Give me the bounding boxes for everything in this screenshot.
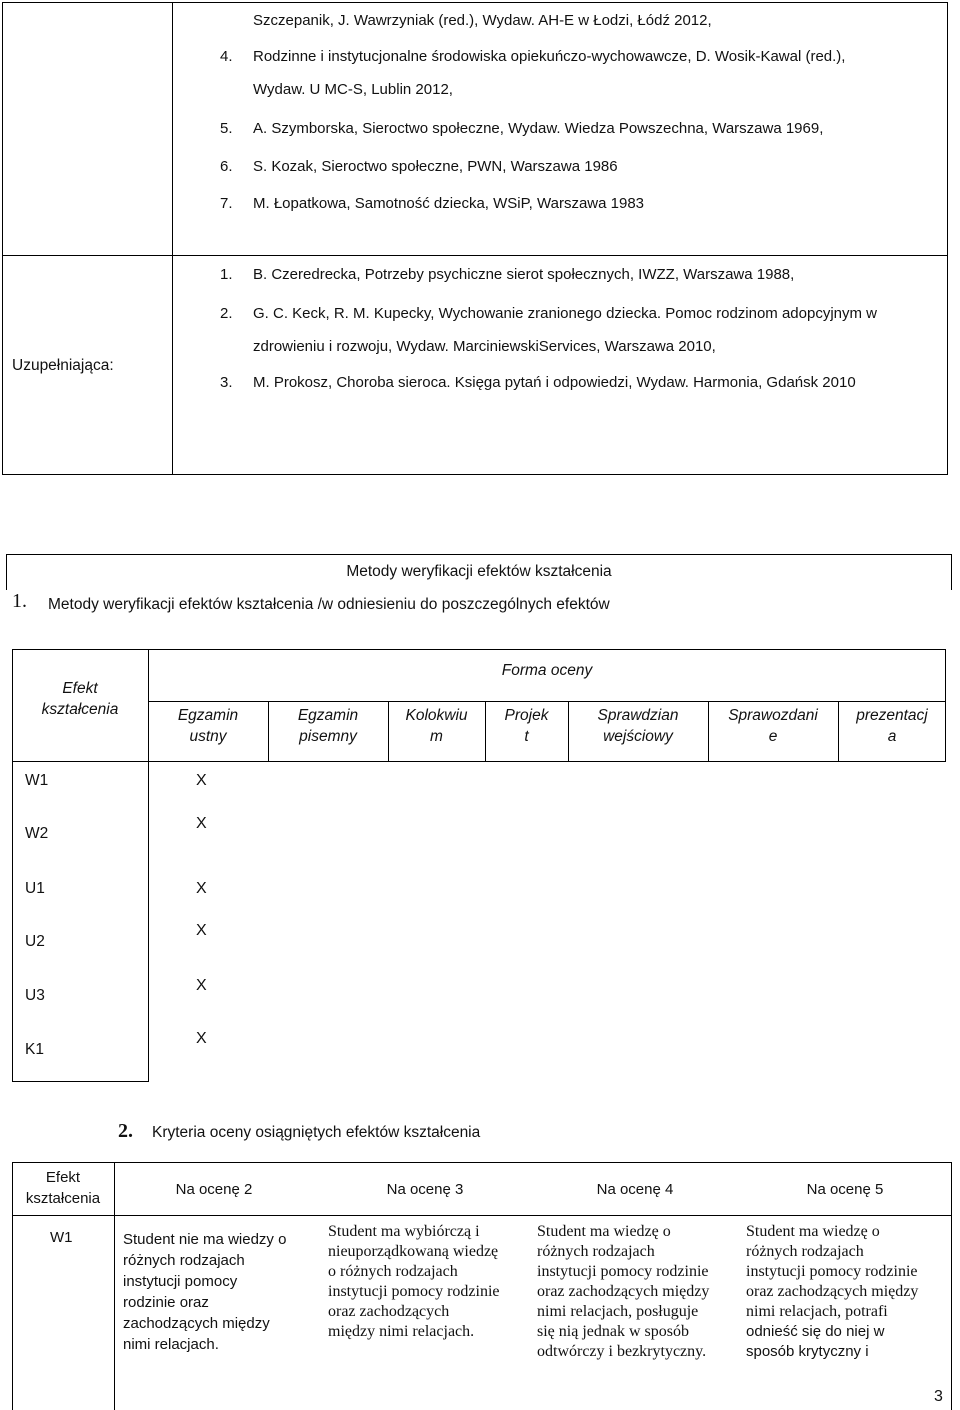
mt-row-label: W1: [25, 772, 49, 789]
mt-col-header: [268, 705, 388, 747]
mt-row-label: U1: [25, 880, 45, 897]
mt-effect-header-line: kształcenia: [41, 701, 119, 718]
ct-text-line: Student ma wybiórczą i: [328, 1223, 480, 1240]
bib-item-text: zdrowieniu i rozwoju, Wydaw. MarciniewskiServices, Warszawa 2010,: [253, 338, 716, 355]
mt-row-mark: X: [196, 815, 207, 832]
ct-grade3-text: [328, 1222, 500, 1342]
mt-row-mark: X: [196, 922, 207, 939]
ct-row-label: W1: [50, 1229, 73, 1246]
lit-right-border: [947, 2, 948, 475]
ct-border: [951, 1162, 952, 1410]
ct-text-line: oraz zachodzących między: [537, 1283, 710, 1300]
bib-item-number: 5.: [220, 120, 233, 137]
mt-col-header-line: Kolokwiu: [405, 707, 468, 724]
mt-row-mark: X: [196, 1030, 207, 1047]
mt-row-label: U3: [25, 987, 45, 1004]
ct-text-line: Student nie ma wiedzy o: [123, 1231, 287, 1248]
mt-effect-header-line: Efekt: [62, 680, 98, 697]
mt-col-header-line: wejściowy: [603, 728, 673, 745]
ct-effect-header-line: Efekt: [45, 1169, 81, 1186]
ct-text-line: Student ma wiedzę o: [746, 1223, 880, 1240]
mt-col-header-line: Egzamin: [297, 707, 359, 724]
bib-item-number: 7.: [220, 195, 233, 212]
ct-text-line: się nią jednak w sposób: [537, 1323, 689, 1340]
ct-text-line: nimi relacjach.: [123, 1336, 219, 1353]
bib-item-text: B. Czeredrecka, Potrzeby psychiczne sierot społecznych, IWZZ, Warszawa 1988,: [253, 266, 795, 283]
mt-border: [12, 761, 946, 762]
mt-col-header: [838, 705, 946, 747]
mt-col-header: [388, 705, 485, 747]
ct-text-line: rodzinie oraz: [123, 1294, 209, 1311]
bib-item-text: S. Kozak, Sieroctwo społeczne, PWN, Warszawa 1986: [253, 158, 618, 175]
page-number: 3: [934, 1388, 943, 1405]
mt-row-label: U2: [25, 933, 45, 950]
lit-col-divider: [172, 2, 173, 475]
ct-text-line: różnych rodzajach: [537, 1243, 655, 1260]
section2-heading: Kryteria oceny osiągniętych efektów kształcenia: [152, 1124, 481, 1141]
ct-grade-header: Na ocenę 2: [175, 1181, 253, 1198]
ct-text-line: nimi relacjach, posługuje: [537, 1303, 699, 1320]
ct-text-line: odnieść się do niej w: [746, 1323, 885, 1340]
section1-number: 1.: [12, 590, 27, 612]
ct-text-line: instytucji pomocy rodzinie: [746, 1263, 918, 1280]
bib-item-text: M. Łopatkowa, Samotność dziecka, WSiP, Warszawa 1983: [253, 195, 645, 212]
mt-col-header-line: ustny: [189, 728, 227, 745]
ct-text-line: zachodzących między: [123, 1315, 270, 1332]
ct-effect-header-line: kształcenia: [25, 1190, 101, 1207]
lit-bottom-border: [2, 474, 948, 475]
mt-row-mark: X: [196, 772, 207, 789]
ct-text-line: nimi relacjach, potrafi: [746, 1303, 888, 1320]
mt-col-header-line: Sprawozdani: [728, 707, 818, 724]
ct-text-line: Student ma wiedzę o: [537, 1223, 671, 1240]
ct-border: [12, 1162, 952, 1163]
section1-box-title: Metody weryfikacji efektów kształcenia: [346, 563, 612, 580]
mt-col-header-line: Egzamin: [177, 707, 239, 724]
mt-col-header-line: m: [430, 728, 443, 745]
bib-item-number: 3.: [220, 374, 233, 391]
ct-text-line: odtwórczy i bezkrytyczny.: [537, 1343, 707, 1360]
ct-grade-header: Na ocenę 5: [806, 1181, 884, 1198]
section1-heading: Metody weryfikacji efektów kształcenia /w odniesieniu do poszczególnych efektów: [48, 596, 610, 613]
mt-col-header-line: pisemny: [299, 728, 357, 745]
ct-text-line: oraz zachodzących między: [746, 1283, 919, 1300]
mt-effect-header: [12, 678, 148, 720]
mt-col-header-line: a: [887, 728, 897, 745]
ct-text-line: instytucji pomocy rodzinie: [328, 1283, 500, 1300]
ct-grade5-text: [746, 1222, 918, 1362]
mt-col-header: [568, 705, 708, 747]
mt-border: [12, 1081, 149, 1082]
mt-col-header-line: Sprawdzian: [597, 707, 679, 724]
mt-col-header: [708, 705, 838, 747]
bib-item-text: Rodzinne i instytucjonalne środowiska opiekuńczo-wychowawcze, D. Wosik-Kawal (red.),: [253, 48, 846, 65]
bib-item-number: 2.: [220, 305, 233, 322]
ct-text-line: między nimi relacjach.: [328, 1323, 475, 1340]
ct-text-line: różnych rodzajach: [123, 1252, 245, 1269]
ct-border: [12, 1215, 952, 1216]
mt-row-label: W2: [25, 825, 49, 842]
bib-item-number: 1.: [220, 266, 233, 283]
bib-item-text: A. Szymborska, Sieroctwo społeczne, Wydaw. Wiedza Powszechna, Warszawa 1969,: [253, 120, 824, 137]
section2-number: 2.: [118, 1120, 133, 1142]
mt-col-header: [485, 705, 568, 747]
bib-item-number: 4.: [220, 48, 233, 65]
ct-text-line: instytucji pomocy rodzinie: [537, 1263, 709, 1280]
mt-group-header: Forma oceny: [501, 662, 593, 679]
ct-text-line: sposób krytyczny i: [746, 1343, 869, 1360]
supplementary-label: Uzupełniająca:: [12, 357, 114, 374]
bib-item-number: 6.: [220, 158, 233, 175]
lit-row-divider: [2, 255, 948, 256]
bib-item-text: G. C. Keck, R. M. Kupecky, Wychowanie zranionego dziecka. Pomoc rodzinom adopcyjnym w: [253, 305, 878, 322]
bib-item-text: Wydaw. U MC-S, Lublin 2012,: [253, 81, 453, 98]
ct-grade-header: Na ocenę 3: [386, 1181, 464, 1198]
ct-text-line: instytucji pomocy: [123, 1273, 238, 1290]
ct-text-line: o różnych rodzajach: [328, 1263, 458, 1280]
ct-effect-header: [12, 1167, 114, 1209]
mt-col-header-line: prezentacj: [856, 707, 928, 724]
mt-row-mark: X: [196, 880, 207, 897]
mt-border: [12, 649, 946, 650]
ct-text-line: oraz zachodzących: [328, 1303, 450, 1320]
mt-col-header-line: t: [524, 728, 529, 745]
mt-col-header-line: Projek: [504, 707, 549, 724]
mt-col-header-line: e: [768, 728, 778, 745]
bib-item-text: Szczepanik, J. Wawrzyniak (red.), Wydaw. AH-E w Łodzi, Łódź 2012,: [253, 12, 712, 29]
section1-box-top: [6, 554, 952, 555]
lit-top-border: [2, 2, 948, 3]
ct-text-line: nieuporządkowaną wiedzę: [328, 1243, 499, 1260]
ct-grade2-text: [123, 1229, 286, 1355]
bib-item-text: M. Prokosz, Choroba sieroca. Księga pytań i odpowiedzi, Wydaw. Harmonia, Gdańsk 2010: [253, 374, 856, 391]
ct-grade-header: Na ocenę 4: [596, 1181, 674, 1198]
mt-row-label: K1: [25, 1041, 44, 1058]
mt-col-header: [148, 705, 268, 747]
lit-left-border: [2, 2, 3, 475]
ct-text-line: różnych rodzajach: [746, 1243, 864, 1260]
ct-grade4-text: [537, 1222, 709, 1362]
mt-row-mark: X: [196, 977, 207, 994]
